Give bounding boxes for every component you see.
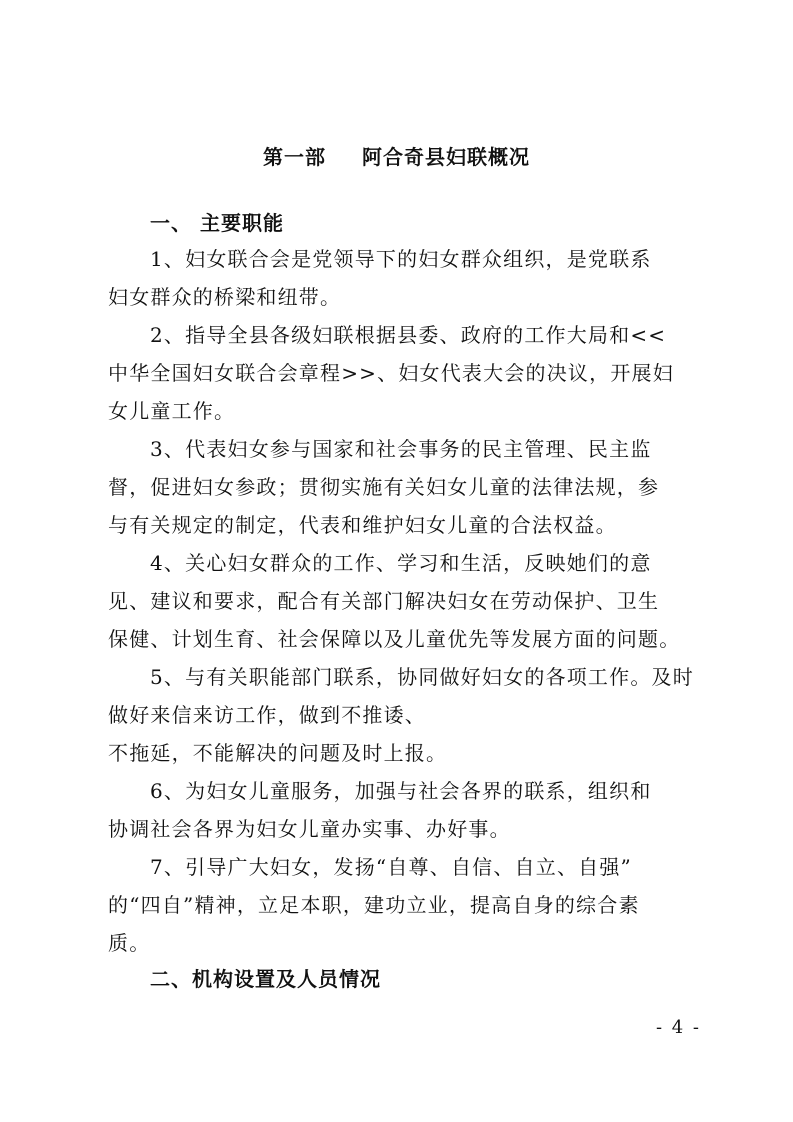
paragraph-line: 1、妇女联合会是党领导下的妇女群众组织，是党联系 xyxy=(150,247,652,271)
paragraph-line: 质。 xyxy=(108,931,151,955)
section-heading-organization: 二、机构设置及人员情况 xyxy=(150,967,381,991)
paragraph-line: 不拖延，不能解决的问题及时上报。 xyxy=(108,741,448,765)
page-title xyxy=(0,141,793,170)
paragraph-line: 妇女群众的桥梁和纽带。 xyxy=(108,285,342,309)
title-text: 阿合奇县妇联概况 xyxy=(362,145,530,169)
title-part: 第一部 xyxy=(263,145,326,169)
paragraph-line: 中华全国妇女联合会章程>>、妇女代表大会的决议，开展妇 xyxy=(108,361,674,385)
paragraph-line: 女儿童工作。 xyxy=(108,399,236,423)
paragraph-line: 5、与有关职能部门联系，协同做好妇女的各项工作。及时 xyxy=(150,665,694,689)
paragraph-line: 3、代表妇女参与国家和社会事务的民主管理、民主监 xyxy=(150,437,652,461)
paragraph-line: 保健、计划生育、社会保障以及儿童优先等发展方面的问题。 xyxy=(108,627,681,651)
paragraph-line: 的“四自”精神，立足本职，建功立业，提高自身的综合素 xyxy=(108,893,640,917)
paragraph-line: 4、关心妇女群众的工作、学习和生活，反映她们的意 xyxy=(150,551,652,575)
paragraph-line: 与有关规定的制定，代表和维护妇女儿童的合法权益。 xyxy=(108,513,617,537)
paragraph-line: 做好来信来访工作，做到不推诿、 xyxy=(108,703,426,727)
paragraph-line: 6、为妇女儿童服务，加强与社会各界的联系，组织和 xyxy=(150,779,652,803)
paragraph-line: 2、指导全县各级妇联根据县委、政府的工作大局和<< xyxy=(150,323,667,347)
paragraph-line: 督，促进妇女参政；贯彻实施有关妇女儿童的法律法规，参 xyxy=(108,475,660,499)
paragraph-line: 协调社会各界为妇女儿童办实事、办好事。 xyxy=(108,817,511,841)
section-heading-main-functions: 一、 主要职能 xyxy=(150,211,284,235)
page-number: - 4 - xyxy=(655,1017,701,1038)
paragraph-line: 见、建议和要求，配合有关部门解决妇女在劳动保护、卫生 xyxy=(108,589,660,613)
paragraph-line: 7、引导广大妇女，发扬“自尊、自信、自立、自强” xyxy=(150,855,632,879)
